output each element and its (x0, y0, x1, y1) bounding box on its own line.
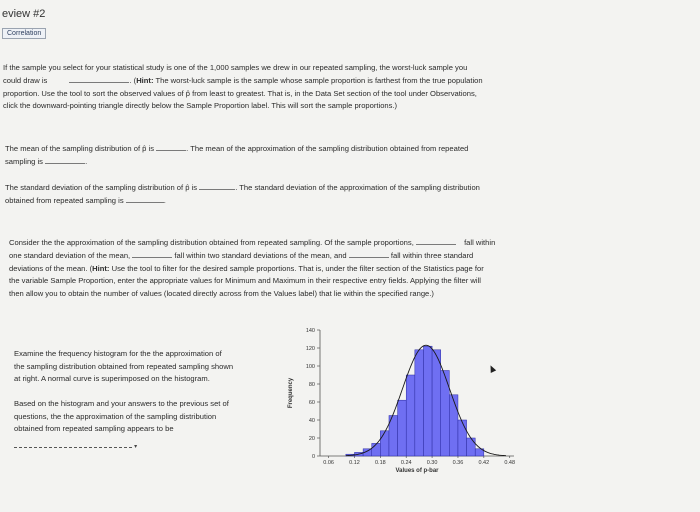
histogram-svg (282, 322, 522, 480)
y-tick-label: 40 (308, 418, 315, 424)
histogram-bar (458, 420, 467, 456)
worst-luck-answer-field[interactable] (69, 74, 129, 83)
intro-line-2: could draw is . (Hint: The worst-luck sample is the sample whose sample proportion is farthest from the true population (3, 76, 483, 86)
y-tick-label: 100 (305, 364, 315, 370)
intro-line-4: click the downward-pointing triangle directly below the Sample Proportion label. This will sort the sample proportions.) (3, 101, 398, 111)
histogram-bar (415, 350, 424, 456)
chevron-down-icon[interactable]: ▾ (134, 443, 138, 450)
histogram-bar (380, 431, 389, 456)
y-tick-label: 80 (308, 382, 315, 388)
mean-question: The mean of the sampling distribution of p̂ is . The mean of the approximation of the sampling distribution obtained from repeated sampling is . (5, 144, 469, 167)
histogram-bar (372, 443, 381, 456)
y-tick-label: 140 (305, 328, 315, 334)
intro-paragraph (3, 62, 643, 113)
histogram-bar (467, 438, 476, 456)
within-1sd-field[interactable] (416, 236, 456, 245)
x-axis-label: Values of p-bar (395, 468, 439, 474)
mean-answer-field-1[interactable] (156, 142, 186, 151)
x-tick-label: 0.48 (504, 460, 516, 466)
frequency-histogram (282, 322, 522, 480)
y-tick-label: 20 (308, 436, 315, 442)
mean-answer-field-2[interactable] (45, 155, 85, 164)
based-paragraph: Based on the histogram and your answers to the previous set of questions, the the approximation of the sampling distribution obtained from repeated sampling appears to be ▾ (14, 399, 229, 450)
topic-tag: Correlation (2, 28, 46, 39)
x-tick-label: 0.24 (400, 460, 412, 466)
sd-answer-field-2[interactable] (126, 194, 164, 203)
histogram-bar (432, 350, 441, 456)
consider-paragraph: Consider the the approximation of the sampling distribution obtained from repeated sampling. Of the sample proportions, fall within one standard deviation of the mean, fall within two standard deviations of the mean, and fall within three standard deviations of the mean. (Hint: Use the tool to filter for the desired sample proportions. That is, under the filter section of the Statistics page for the variable Sample Proportion, enter the appropriate values for Minimum and Maximum in their respective entry fields. Applying the filter will then allow you to obtain the number of values (located directly across from the Values label) that lie within the specified range.) (9, 238, 496, 298)
x-tick-label: 0.30 (426, 460, 438, 466)
x-tick-label: 0.12 (349, 460, 360, 466)
histogram-bar (406, 375, 415, 456)
distribution-shape-dropdown[interactable] (14, 439, 132, 448)
y-tick-label: 60 (308, 400, 315, 406)
within-3sd-field[interactable] (349, 249, 389, 258)
sd-question: The standard deviation of the sampling distribution of p̂ is . The standard deviation of the approximation of the sampling distribution obtained from repeated sampling is . (5, 183, 480, 206)
intro-line-1: If the sample you select for your statistical study is one of the 1,000 samples we drew in our repeated sampling, the worst-luck sample you (3, 63, 468, 72)
y-tick-label: 0 (311, 454, 315, 460)
sd-answer-field-1[interactable] (199, 181, 235, 190)
intro-line-3: proportion. Use the tool to sort the observed values of p̂ from least to greatest. That is, in the Data Set section of the tool under Observations, (3, 88, 477, 98)
x-tick-label: 0.06 (323, 460, 334, 466)
page-title: eview #2 (2, 8, 46, 20)
x-tick-label: 0.18 (374, 460, 386, 466)
y-axis-label: Frequency (288, 377, 294, 409)
histogram-bar (398, 400, 407, 456)
y-tick-label: 120 (305, 346, 315, 352)
histogram-bar (449, 395, 458, 456)
histogram-bar (423, 346, 432, 456)
x-tick-label: 0.36 (452, 460, 464, 466)
within-2sd-field[interactable] (132, 249, 172, 258)
x-tick-label: 0.42 (478, 460, 490, 466)
examine-paragraph: Examine the frequency histogram for the the approximation of the sampling distribution obtained from repeated sampling shown at right. A normal curve is superimposed on the histogram. (14, 349, 234, 384)
